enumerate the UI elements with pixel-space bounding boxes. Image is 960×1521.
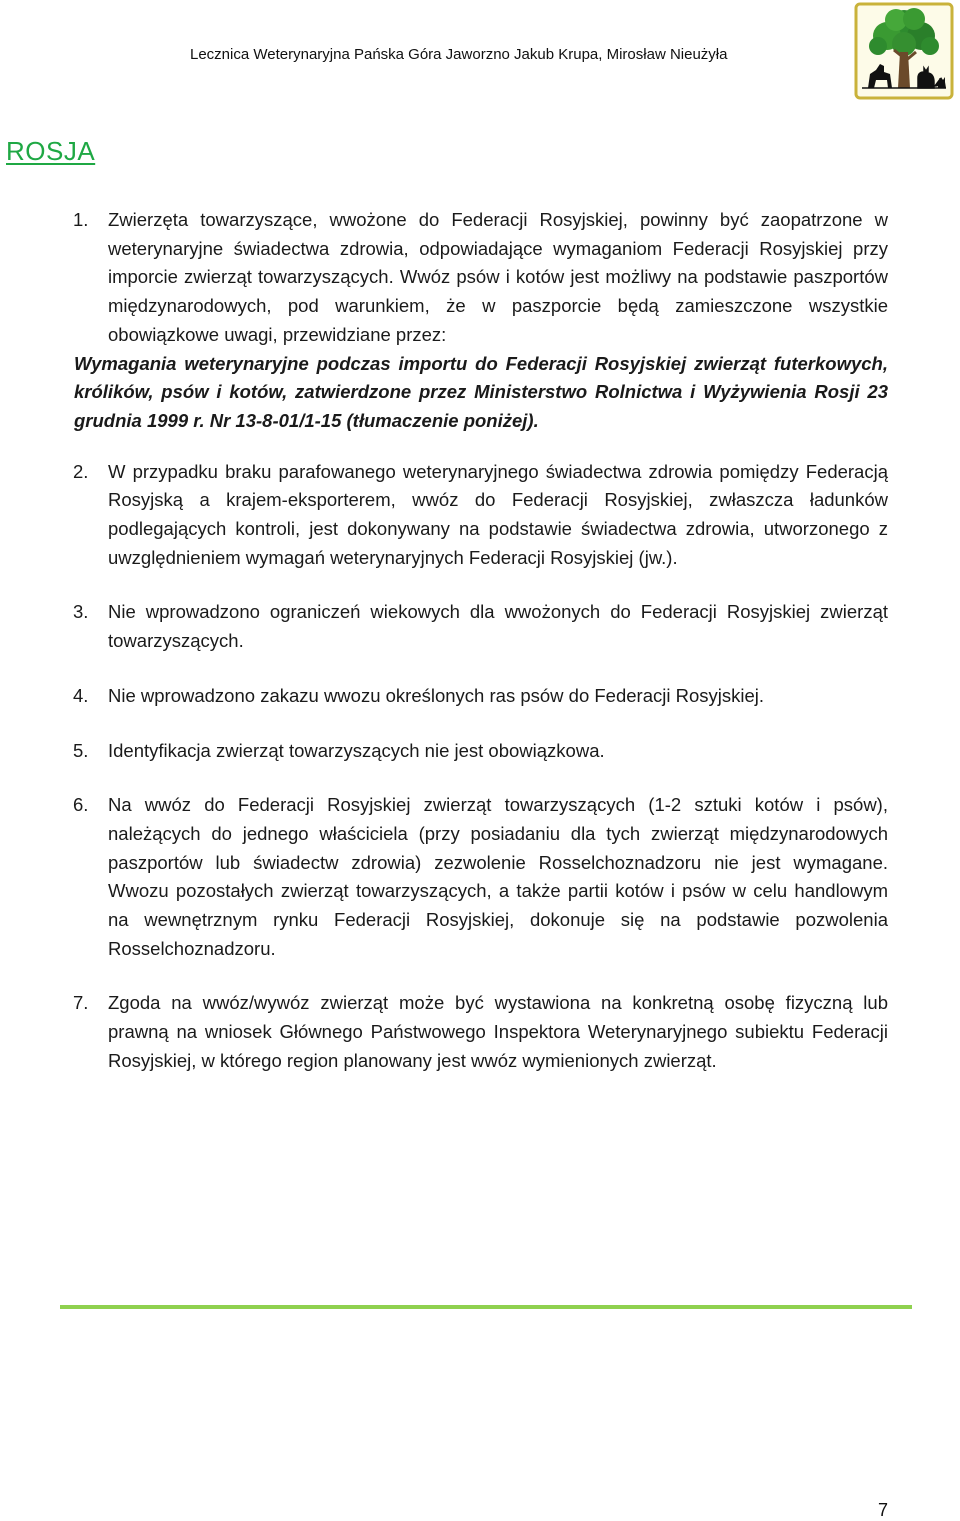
- item-text: Identyfikacja zwierząt towarzyszących nie jest obowiązkowa.: [108, 739, 605, 761]
- item-text: Nie wprowadzono zakazu wwozu określonych ras psów do Federacji Rosyjskiej.: [108, 684, 765, 706]
- list-item: [0, 737, 960, 766]
- list-item: [0, 206, 960, 436]
- item-text: Zwierzęta towarzyszące, wwożone do Federacji Rosyjskiej, powinny być zaopatrzone w weterynaryjne świadectwa zdrowia, odpowiadające wymaganiom Federacji Rosyjskiej przy imporcie zwierząt towarzyszących. Wwóz psów i kotów jest możliwy na podstawie paszportów międzynarodowych, pod warunkiem, że w paszporcie będą zamieszczone wszystkie obowiązkowe uwagi, przewidziane przez:: [108, 209, 888, 345]
- list-item: [0, 598, 960, 655]
- footer-divider: [60, 1305, 912, 1309]
- item-number: 3.: [73, 601, 89, 623]
- item-text: Zgoda na wwóz/wywóz zwierząt może być wystawiona na konkretną osobę fizyczną lub prawną na wniosek Głównego Państwowego Inspektora Weterynaryjnego subiektu Federacji Rosyjskiej, w którego region planowany jest wwóz wymienionych zwierząt.: [108, 992, 888, 1071]
- item-text: W przypadku braku parafowanego weterynaryjnego świadectwa zdrowia pomiędzy Federacją Rosyjską a krajem-eksporterem, wwóz do Federacji Rosyjskiej, zwłaszcza ładunków podlegających kontroli, jest dokonywany na podstawie świadectwa zdrowia, utworzonego z uwzględnieniem wymagań weterynaryjnych Federacji Rosyjskiej (jw.).: [108, 460, 888, 568]
- requirements-list: [0, 206, 960, 1076]
- item-text: Na wwóz do Federacji Rosyjskiej zwierząt towarzyszących (1-2 sztuki kotów i psów), należących do jednego właściciela (przy posiadaniu dla tych zwierząt międzynarodowych paszportów lub świadectw zdrowia) zezwolenie Rosselchoznadzoru nie jest wymagane. Wwozu pozostałych zwierząt towarzyszących, a także partii kotów i psów w celu handlowym na wewnętrznym rynku Federacji Rosyjskiej, dokonuje się na podstawie pozwolenia Rosselchoznadzoru.: [108, 794, 888, 959]
- item-text: Nie wprowadzono ograniczeń wiekowych dla wwożonych do Federacji Rosyjskiej zwierząt towarzyszących.: [108, 601, 888, 652]
- list-item: [0, 791, 960, 963]
- list-item: [0, 989, 960, 1075]
- item-number: 2.: [73, 460, 89, 482]
- item-number: 1.: [73, 209, 89, 230]
- page-number: 7: [878, 1500, 889, 1520]
- item-number: 4.: [73, 684, 89, 706]
- tree-with-animals-logo-icon: [854, 2, 954, 100]
- regulation-reference: Wymagania weterynaryjne podczas importu do Federacji Rosyjskiej zwierząt futerkowych, królików, psów i kotów, zatwierdzone przez Ministerstwo Rolnictwa i Wyżywienia Rosji 23 grudnia 1999 r. Nr 13-8-01/1-15 (tłumaczenie poniżej).: [74, 352, 888, 431]
- list-item: [0, 458, 960, 573]
- document-header: Lecznica Weterynaryjna Pańska Góra Jaworzno Jakub Krupa, Mirosław Nieużyła: [190, 46, 728, 63]
- page-title: ROSJA: [6, 136, 96, 166]
- item-number: 5.: [73, 739, 89, 761]
- item-number: 7.: [73, 992, 89, 1014]
- list-item: [0, 682, 960, 711]
- item-number: 6.: [73, 794, 89, 816]
